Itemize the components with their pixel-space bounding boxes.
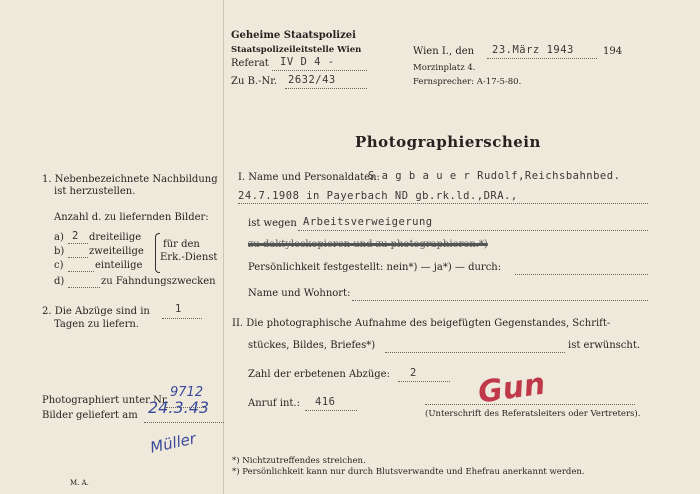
item2-line2: stückes, Bildes, Briefes*) [248, 340, 376, 351]
option-b-line [68, 257, 88, 258]
delivered-line [144, 422, 224, 423]
option-c-label: c) [54, 260, 64, 271]
delivered-label: Bilder geliefert am [42, 410, 138, 421]
delivered-value: 24.3.43 [148, 398, 210, 417]
option-d-label: d) [54, 276, 65, 287]
wegen-label: ist wegen [248, 218, 297, 229]
referat-label: Referat [231, 58, 269, 69]
date-value: 23.März 1943 [492, 44, 574, 56]
option-d-text: zu Fahndungszwecken [101, 276, 216, 287]
count-label: Anzahl d. zu liefernden Bilder: [54, 212, 209, 223]
bnr-value: 2632/43 [288, 74, 336, 86]
option-c-text: einteilige [95, 260, 143, 271]
name-wohnort-line [352, 300, 648, 301]
column-divider [223, 0, 224, 494]
days-line [162, 318, 202, 319]
referat-value: IV D 4 - [280, 56, 335, 68]
form-title: Photographierschein [355, 133, 541, 151]
left-item1-line2: ist herzustellen. [54, 186, 136, 197]
struck-line: zu daktyloskopieren und zu photographieren.*) [248, 239, 488, 250]
left-item1-line1: 1. Nebenbezeichnete Nachbildung [42, 174, 218, 185]
wegen-line [298, 230, 648, 231]
option-c-line [68, 271, 94, 272]
handwritten-signature: Müller [148, 429, 198, 457]
option-a-line [68, 243, 88, 244]
copies-value: 2 [410, 367, 417, 379]
footnote-2: *) Persönlichkeit kann nur durch Blutsverwandte und Ehefrau anerkannt werden. [232, 467, 585, 477]
footer-code: M. A. [70, 479, 89, 487]
call-line [305, 410, 357, 411]
personality-dots [515, 274, 648, 275]
wegen-value: Arbeitsverweigerung [303, 216, 433, 228]
agency-name: Geheime Staatspolizei [231, 30, 356, 41]
name-value: S a g b a u e r Rudolf,Reichsbahnbed. [368, 170, 621, 182]
call-label: Anruf int.: [248, 398, 300, 409]
bnr-label: Zu B.-Nr. [231, 76, 278, 87]
copies-label: Zahl der erbetenen Abzüge: [248, 369, 390, 380]
data-line-2 [238, 203, 648, 204]
option-a-value: 2 [72, 230, 79, 242]
red-signature: Gun [475, 366, 548, 411]
copies-line [398, 381, 450, 382]
option-b-text: zweiteilige [89, 246, 144, 257]
item2-dots [385, 352, 565, 353]
signature-line [425, 404, 635, 405]
photographed-value: 9712 [170, 385, 204, 400]
item2-line1: II. Die photographische Aufnahme des beigefügten Gegenstandes, Schrift- [232, 318, 611, 329]
place-label: Wien I., den [413, 46, 475, 57]
left-item2-line1: 2. Die Abzüge sind in [42, 306, 150, 317]
days-value: 1 [175, 303, 182, 315]
personality-line: Persönlichkeit festgestellt: nein*) — ja*) — durch: [248, 262, 502, 273]
address: Morzinplatz 4. [413, 63, 476, 73]
option-d-line [68, 287, 100, 288]
signature-caption: (Unterschrift des Referatsleiters oder Vertreters). [425, 409, 641, 419]
referat-line [272, 70, 367, 71]
item2-end: ist erwünscht. [568, 340, 641, 351]
option-b-label: b) [54, 246, 65, 257]
option-a-label: a) [54, 232, 64, 243]
photographed-label: Photographiert unter Nr. [42, 395, 169, 406]
name-wohnort-label: Name und Wohnort: [248, 288, 351, 299]
option-a-text: dreiteilige [89, 232, 142, 243]
office-name: Staatspolizeileitstelle Wien [231, 45, 362, 55]
year-prefix: 194 [603, 46, 623, 57]
data-value-2: 24.7.1908 in Payerbach ND gb.rk.ld.,DRA., [238, 190, 518, 202]
date-line [487, 58, 597, 59]
name-label: I. Name und Personaldaten: [238, 172, 380, 183]
phone: Fernsprecher: A-17-5-80. [413, 77, 522, 87]
call-value: 416 [315, 396, 336, 408]
bnr-line [285, 88, 367, 89]
footnote-1: *) Nichtzutreffendes streichen. [232, 456, 366, 466]
brace-text-1: für den [163, 239, 200, 250]
brace-text-2: Erk.-Dienst [160, 252, 218, 263]
left-item2-line2: Tagen zu liefern. [54, 319, 140, 330]
